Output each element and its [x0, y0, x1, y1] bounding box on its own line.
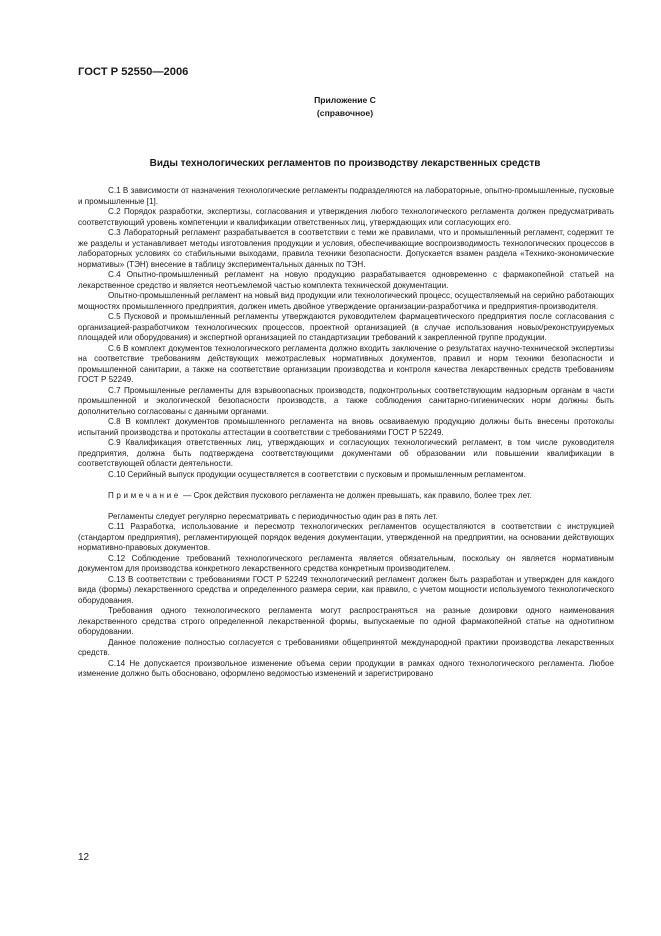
paragraph-c4-continued: Опытно-промышленный регламент на новый вид продукции или технологический процесс, осуществляемый на серийно работающих мощностях промышленного предприятия, должен иметь двойное утверждение организации-разработчика и предприятия-производителя.	[78, 291, 614, 311]
paragraph-c6: С.6 В комплект документов технологического регламента должно входить заключение о результатах научно-технической экспертизы на соответствие требованиям действующих межотраслевых нормативных документов, правил и норм техники безопасности и промышленной санитарии, а также на соответствие организации производства и контроля качества лекарственных средств требованиям ГОСТ Р 52249.	[78, 343, 614, 384]
note	[78, 491, 614, 502]
annex-title: Приложение С	[314, 95, 376, 105]
note-label: Примечание	[108, 490, 181, 500]
paragraph-c8: С.8 В комплект документов промышленного регламента на вновь осваиваемую продукцию должны быть внесены протоколы испытаний производства и протоколы аттестации в соответствии с требованиями ГОСТ Р 52249.	[78, 417, 614, 437]
paragraph-c10: С.10 Серийный выпуск продукции осуществляется в соответствии с пусковым и промышленным регламентом.	[108, 469, 526, 479]
paragraph-review-period: Регламенты следует регулярно пересматривать с периодичностью один раз в пять лет.	[108, 511, 438, 521]
paragraph-c12: С.12 Соблюдение требований технологического регламента является обязательным, поскольку он является нормативным документом для производства конкретного лекарственного средства конкретным производителем.	[78, 553, 614, 573]
paragraph-c3: С.3 Лабораторный регламент разрабатывается в соответствии с теми же правилами, что и промышленный регламент, содержит те же разделы и устанавливает методы изготовления продукции и условия, обеспечивающие воспроизводимость технологических процессов в лабораторных условиях со стабильными выходами, правила техники безопасности. Допускается взамен раздела «Технико-экономические нормативы» (ТЭН) внесение в таблицу экспериментальных данных по ТЭН.	[78, 228, 614, 269]
paragraph-c2: С.2 Порядок разработки, экспертизы, согласования и утверждения любого технологического регламента должен предусматривать соответствующий уровень компетенции и квалификации ответственных лиц, утверждающих или согласующих его.	[78, 207, 614, 227]
page-number: 12	[78, 852, 90, 863]
paragraph-c7: С.7 Промышленные регламенты для взрывоопасных производств, подконтрольных соответствующим надзорным органам в части промышленной и экологической безопасности производств, а также соблюдения санитарно-гигиенических норм должны быть дополнительно согласованы с данными органами.	[78, 385, 614, 416]
paragraph-c11: С.11 Разработка, использование и пересмотр технологических регламентов осуществляются в соответствии с инструкцией (стандартом предприятия), регламентирующей порядок ведения документации, утвержденной на предприятии, на основании действующих нормативно-правовых документов.	[78, 522, 614, 552]
paragraph-c13-international: Данное положение полностью согласуется с требованиями общепринятой международной практики производства лекарственных средств.	[78, 637, 614, 657]
paragraph-c1: С.1 В зависимости от назначения технологические регламенты подразделяются на лабораторные, опытно-промышленные, пусковые и промышленные [1].	[78, 186, 614, 206]
document-title: Виды технологических регламентов по производству лекарственных средств	[149, 158, 541, 169]
paragraph-c14: С.14 Не допускается произвольное изменение объема серии продукции в рамках одного технологического регламента. Любое изменение должно быть обосновано, оформлено ведомостью изменений и зарегистрировано	[78, 658, 614, 678]
annex-heading	[0, 94, 661, 120]
document-body	[78, 186, 614, 680]
paragraph-c4: С.4 Опытно-промышленный регламент на новую продукцию разрабатывается одновременно с фармакопейной статьей на лекарственное средство и является неотъемлемой частью комплекта технической документации.	[78, 270, 614, 290]
paragraph-c5: С.5 Пусковой и промышленный регламенты утверждаются руководителем фармацевтического предприятия после согласования с организацией-разработчиком технологических процессов, проектной организацией (в случае использования новых/реконструируемых площадей или оборудования) и экспертной организацией по стандартизации требований к закрепленной группе продукции.	[78, 312, 614, 342]
paragraph-c13: С.13 В соответствии с требованиями ГОСТ Р 52249 технологический регламент должен быть разработан и утвержден для каждого вида (формы) лекарственного средства и определенного размера серии, как правило, с учетом мощности используемого технологического оборудования.	[78, 574, 614, 605]
note-text: — Срок действия пускового регламента не должен превышать, как правило, более трех лет.	[183, 490, 532, 500]
annex-subtitle: (справочное)	[316, 108, 374, 118]
standard-header: ГОСТ Р 52550—2006	[78, 66, 189, 78]
paragraph-c13-dosages: Требования одного технологического регламента могут распространяться на разные дозировки одного наименования лекарственного средства строго определенной лекарственной формы, выпускаемые по одной фармакопейной статье на однотипном оборудовании.	[78, 606, 614, 636]
paragraph-c9: С.9 Квалификация ответственных лиц, утверждающих и согласующих технологический регламент, в том числе руководителя предприятия, должна быть подтверждена соответствующими документами об образовании или повышении квалификации в соответствующей области деятельности.	[78, 438, 614, 468]
